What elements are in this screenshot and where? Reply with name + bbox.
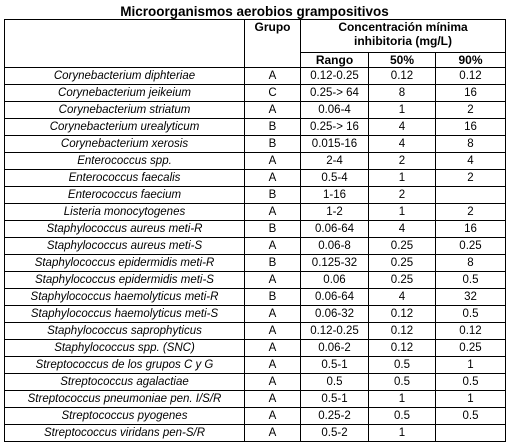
group-cell: A — [245, 204, 301, 221]
range-cell: 0.12-0.25 — [301, 323, 369, 340]
range-cell: 0.015-16 — [301, 136, 369, 153]
group-cell: A — [245, 323, 301, 340]
range-cell: 0.25-2 — [301, 408, 369, 425]
p50-header: 50% — [369, 53, 436, 68]
table-row — [5, 204, 506, 221]
organism-cell: Streptococcus agalactiae — [5, 374, 245, 391]
p90-cell: 8 — [436, 255, 506, 272]
p90-cell: 0.25 — [436, 340, 506, 357]
p90-cell — [436, 425, 506, 442]
p90-cell: 0.5 — [436, 374, 506, 391]
p50-cell: 1 — [369, 204, 436, 221]
table-row — [5, 221, 506, 238]
p50-cell: 1 — [369, 425, 436, 442]
group-cell: B — [245, 255, 301, 272]
range-cell: 0.12-0.25 — [301, 68, 369, 85]
range-cell: 0.5-2 — [301, 425, 369, 442]
p50-cell: 0.12 — [369, 340, 436, 357]
p90-cell — [436, 187, 506, 204]
group-cell: B — [245, 119, 301, 136]
p90-cell: 8 — [436, 136, 506, 153]
group-cell: A — [245, 272, 301, 289]
p90-cell: 0.5 — [436, 306, 506, 323]
mic-table — [4, 19, 506, 442]
table-row — [5, 68, 506, 85]
p90-cell: 1 — [436, 357, 506, 374]
range-cell: 2-4 — [301, 153, 369, 170]
p90-cell: 16 — [436, 119, 506, 136]
table-row — [5, 102, 506, 119]
p50-cell: 1 — [369, 391, 436, 408]
p50-cell: 4 — [369, 136, 436, 153]
group-cell: B — [245, 136, 301, 153]
p50-cell: 0.25 — [369, 272, 436, 289]
organism-cell: Corynebacterium xerosis — [5, 136, 245, 153]
table-row — [5, 357, 506, 374]
p50-cell: 4 — [369, 289, 436, 306]
p50-cell: 0.5 — [369, 357, 436, 374]
cmi-header-line1: Concentración mínima — [338, 20, 468, 34]
range-cell: 1-16 — [301, 187, 369, 204]
organism-cell: Streptococcus viridans pen-S/R — [5, 425, 245, 442]
table-row — [5, 408, 506, 425]
table-row — [5, 340, 506, 357]
organism-cell: Corynebacterium jeikeium — [5, 85, 245, 102]
p50-cell: 0.12 — [369, 323, 436, 340]
table-row — [5, 306, 506, 323]
organism-cell: Streptococcus pneumoniae pen. I/S/R — [5, 391, 245, 408]
group-cell: A — [245, 408, 301, 425]
document — [4, 5, 505, 442]
p90-cell: 2 — [436, 102, 506, 119]
table-row — [5, 374, 506, 391]
organism-cell: Staphylococcus spp. (SNC) — [5, 340, 245, 357]
range-cell: 0.5-4 — [301, 170, 369, 187]
organism-cell: Staphylococcus epidermidis meti-S — [5, 272, 245, 289]
p50-cell: 0.25 — [369, 238, 436, 255]
range-cell: 0.06-64 — [301, 221, 369, 238]
organism-cell: Corynebacterium urealyticum — [5, 119, 245, 136]
p90-cell: 32 — [436, 289, 506, 306]
group-cell: A — [245, 374, 301, 391]
group-cell: A — [245, 306, 301, 323]
p90-cell: 16 — [436, 85, 506, 102]
group-cell: A — [245, 68, 301, 85]
organism-cell: Staphylococcus epidermidis meti-R — [5, 255, 245, 272]
organism-cell: Staphylococcus saprophyticus — [5, 323, 245, 340]
cmi-header — [301, 20, 506, 53]
group-cell: A — [245, 425, 301, 442]
range-cell: 0.5-1 — [301, 357, 369, 374]
organism-cell: Staphylococcus aureus meti-S — [5, 238, 245, 255]
p90-header: 90% — [436, 53, 506, 68]
table-row — [5, 391, 506, 408]
p90-cell: 0.12 — [436, 68, 506, 85]
group-cell: A — [245, 238, 301, 255]
organism-cell: Streptococcus de los grupos C y G — [5, 357, 245, 374]
range-cell: 1-2 — [301, 204, 369, 221]
range-cell: 0.25-> 64 — [301, 85, 369, 102]
organism-cell: Corynebacterium striatum — [5, 102, 245, 119]
p90-cell: 4 — [436, 153, 506, 170]
organism-cell: Staphylococcus haemolyticus meti-S — [5, 306, 245, 323]
table-title: Microorganismos aerobios grampositivos — [120, 4, 389, 19]
cmi-header-line2: inhibitoria (mg/L) — [354, 34, 452, 48]
p90-cell: 1 — [436, 391, 506, 408]
p50-cell: 8 — [369, 85, 436, 102]
p50-cell: 4 — [369, 221, 436, 238]
range-cell: 0.06-4 — [301, 102, 369, 119]
p90-cell: 0.5 — [436, 272, 506, 289]
range-cell: 0.5-1 — [301, 391, 369, 408]
organism-cell: Enterococcus faecalis — [5, 170, 245, 187]
range-cell: 0.06-32 — [301, 306, 369, 323]
organism-cell: Staphylococcus aureus meti-R — [5, 221, 245, 238]
table-row — [5, 170, 506, 187]
table-row — [5, 238, 506, 255]
p90-cell: 0.5 — [436, 408, 506, 425]
group-cell: A — [245, 357, 301, 374]
table-row — [5, 187, 506, 204]
group-cell: A — [245, 391, 301, 408]
table-row — [5, 323, 506, 340]
range-header: Rango — [301, 53, 369, 68]
p50-cell: 0.5 — [369, 374, 436, 391]
group-cell: B — [245, 221, 301, 238]
organism-cell: Listeria monocytogenes — [5, 204, 245, 221]
group-header: Grupo — [245, 20, 301, 68]
table-row — [5, 289, 506, 306]
table-row — [5, 85, 506, 102]
range-cell: 0.25-> 16 — [301, 119, 369, 136]
p90-cell: 0.25 — [436, 238, 506, 255]
p50-cell: 0.25 — [369, 255, 436, 272]
organism-cell: Staphylococcus haemolyticus meti-R — [5, 289, 245, 306]
p50-cell: 0.5 — [369, 408, 436, 425]
table-row — [5, 425, 506, 442]
range-cell: 0.06 — [301, 272, 369, 289]
group-cell: B — [245, 289, 301, 306]
organism-cell: Enterococcus spp. — [5, 153, 245, 170]
range-cell: 0.125-32 — [301, 255, 369, 272]
p50-cell: 1 — [369, 102, 436, 119]
p50-cell: 4 — [369, 119, 436, 136]
organism-cell: Corynebacterium diphteriae — [5, 68, 245, 85]
table-row — [5, 272, 506, 289]
organism-cell: Enterococcus faecium — [5, 187, 245, 204]
p90-cell: 16 — [436, 221, 506, 238]
p90-cell: 2 — [436, 204, 506, 221]
organism-cell: Streptococcus pyogenes — [5, 408, 245, 425]
group-cell: A — [245, 102, 301, 119]
range-cell: 0.06-8 — [301, 238, 369, 255]
p50-cell: 2 — [369, 187, 436, 204]
group-cell: C — [245, 85, 301, 102]
p50-cell: 1 — [369, 170, 436, 187]
group-cell: B — [245, 187, 301, 204]
range-cell: 0.06-64 — [301, 289, 369, 306]
range-cell: 0.5 — [301, 374, 369, 391]
table-row — [5, 153, 506, 170]
p90-cell: 2 — [436, 170, 506, 187]
range-cell: 0.06-2 — [301, 340, 369, 357]
table-row — [5, 119, 506, 136]
p50-cell: 0.12 — [369, 68, 436, 85]
p50-cell: 2 — [369, 153, 436, 170]
table-row — [5, 136, 506, 153]
group-cell: A — [245, 170, 301, 187]
p90-cell: 0.12 — [436, 323, 506, 340]
organism-header-cell — [5, 20, 245, 68]
p50-cell: 0.12 — [369, 306, 436, 323]
group-cell: A — [245, 153, 301, 170]
table-row — [5, 255, 506, 272]
group-cell: A — [245, 340, 301, 357]
